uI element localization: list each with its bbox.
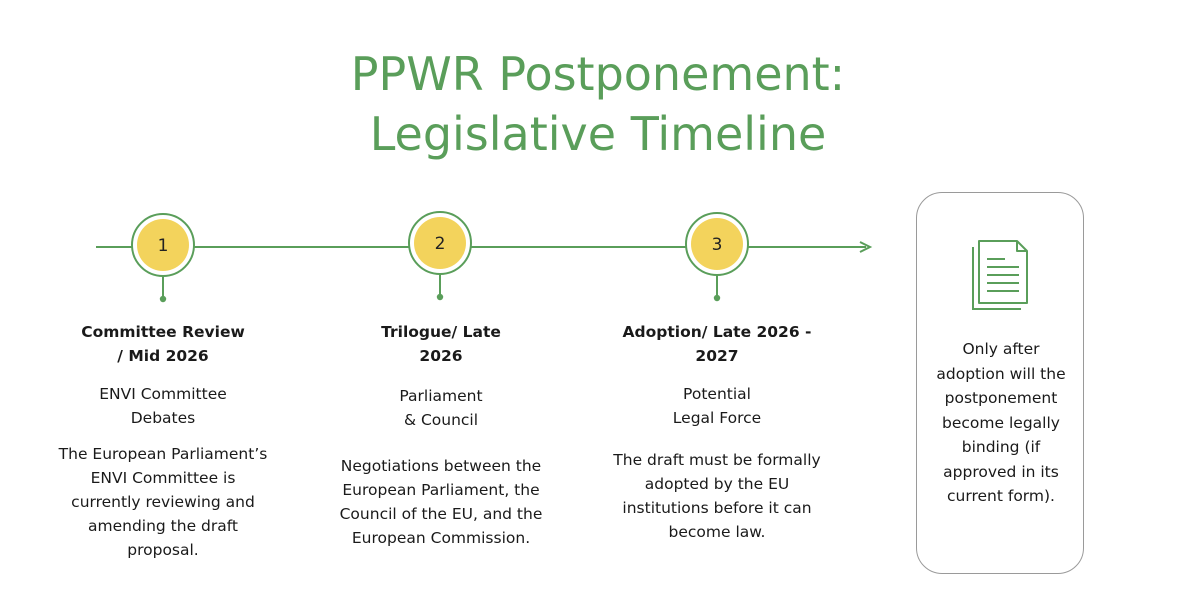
timeline-node-1: [132, 214, 194, 302]
step-number-3: 3: [711, 235, 723, 255]
step-subtitle: ENVI Committee Debates: [99, 385, 227, 427]
step-subtitle: Parliament & Council: [399, 387, 483, 429]
title-line-2: Legislative Timeline: [369, 107, 827, 161]
title-line-1: PPWR Postponement:: [350, 47, 846, 101]
step-description: The European Parliament’s ENVI Committee is currently reviewing and amending the draft proposal.: [58, 445, 268, 559]
step-description: Negotiations between the European Parliament, the Council of the EU, and the European Commission.: [339, 457, 543, 547]
step-description: The draft must be formally adopted by the EU institutions before it can become law.: [613, 451, 821, 541]
step-number-1: 1: [157, 236, 169, 256]
step-heading: Trilogue/ Late 2026: [381, 323, 501, 365]
step-subtitle: Potential Legal Force: [672, 385, 762, 427]
timeline-step-3: [594, 320, 840, 544]
note-text: Only after adoption will the postponement become legally binding (if approved in its current form).: [936, 340, 1066, 505]
timeline-node-2: [409, 212, 471, 300]
note-card: [916, 192, 1084, 574]
step-heading: Committee Review / Mid 2026: [81, 323, 245, 365]
step-heading: Adoption/ Late 2026 - 2027: [622, 323, 812, 365]
timeline-step-2: [318, 320, 564, 550]
step-number-2: 2: [434, 234, 446, 254]
timeline-node-3: [686, 213, 748, 301]
document-icon: [969, 237, 1033, 313]
timeline-step-1: [40, 320, 286, 562]
